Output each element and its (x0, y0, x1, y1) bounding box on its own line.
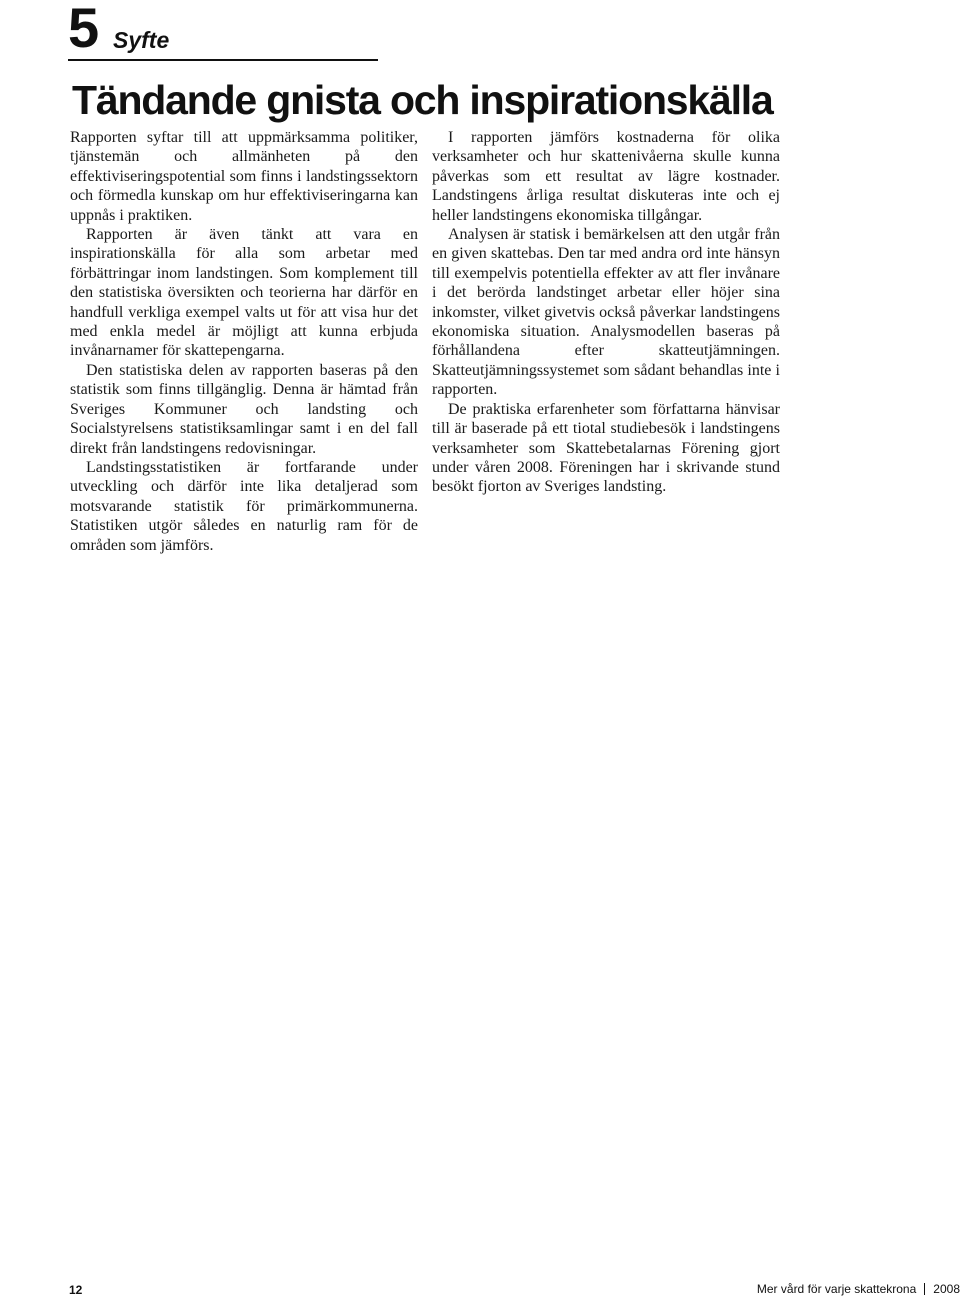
body-paragraph: I rapporten jämförs kostnaderna för olika verksamheter och hur skattenivåerna skulle kunna påverkas som ett resultat av lägre kostnader. Landstingens årliga resultat diskuteras inte och ej heller landstingens ekonomiska tillgångar. (432, 129, 780, 224)
chapter-label: Syfte (113, 27, 170, 53)
left-text-column (70, 128, 418, 555)
footer-publication (757, 1282, 960, 1296)
footer-separator (924, 1283, 925, 1295)
body-paragraph: Landstingsstatistiken är fortfarande under utveckling och därför inte lika detaljerad som motsvarande statistik för primärkommunerna. Statistiken utgör således en naturlig ram för de områden som jämförs. (70, 458, 418, 554)
chapter-number: 5 (68, 0, 100, 59)
body-paragraph: Analysen är statisk i bemärkelsen att den utgår från en given skattebas. Den tar med andra ord inte hänsyn till exempelvis potentiella effekter av att fler invånare i det berörda landstinget arbetar eller höjer sina inkomster, vilket givetvis också påverkar landstingens ekonomiska situation. Analysmodellen baseras på förhållandena efter skatteutjämningen. Skatteutjämningssystemet som sådant behandlas inte i rapporten. (432, 226, 780, 399)
page-title: Tändande gnista och inspirationskälla (72, 77, 773, 123)
footer-publication-title: Mer vård för varje skattekrona (756, 1282, 917, 1296)
body-paragraph: Rapporten är även tänkt att vara en inspirationskälla för alla som arbetar med förbättringar inom landstingen. Som komplement till den statistiska översikten och teorierna har därför en handfull verkliga exempel valts ut för att visa hur det med enkla medel är möjligt att kunna erbjuda invånarnamer för skattepengarna. (70, 226, 418, 360)
body-paragraph: Den statistiska delen av rapporten baseras på den statistik som finns tillgänglig. Denna är hämtad från Sveriges Kommuner och landsting och Socialstyrelsens statistiksamlingar samt i en del fall direkt från landstingens redovisningar. (70, 361, 418, 457)
body-paragraph: De praktiska erfarenheter som författarna hänvisar till är baserade på ett tiotal studiebesök i landstingens verksamheter som Skattebetalarnas Förening gjort under våren 2008. Föreningen har i skrivande stund besökt fjorton av Sveriges landsting. (432, 400, 780, 496)
right-text-column (432, 128, 780, 497)
chapter-divider (68, 59, 378, 61)
body-paragraph: Rapporten syftar till att uppmärksamma politiker, tjänstemän och allmänheten på den effektiviseringspotential som finns i landstingssektorn och förmedla kunskap om hur effektiviseringarna kan uppnås i praktiken. (70, 129, 418, 224)
footer-page-number: 12 (69, 1283, 83, 1297)
footer-year: 2008 (933, 1282, 960, 1296)
